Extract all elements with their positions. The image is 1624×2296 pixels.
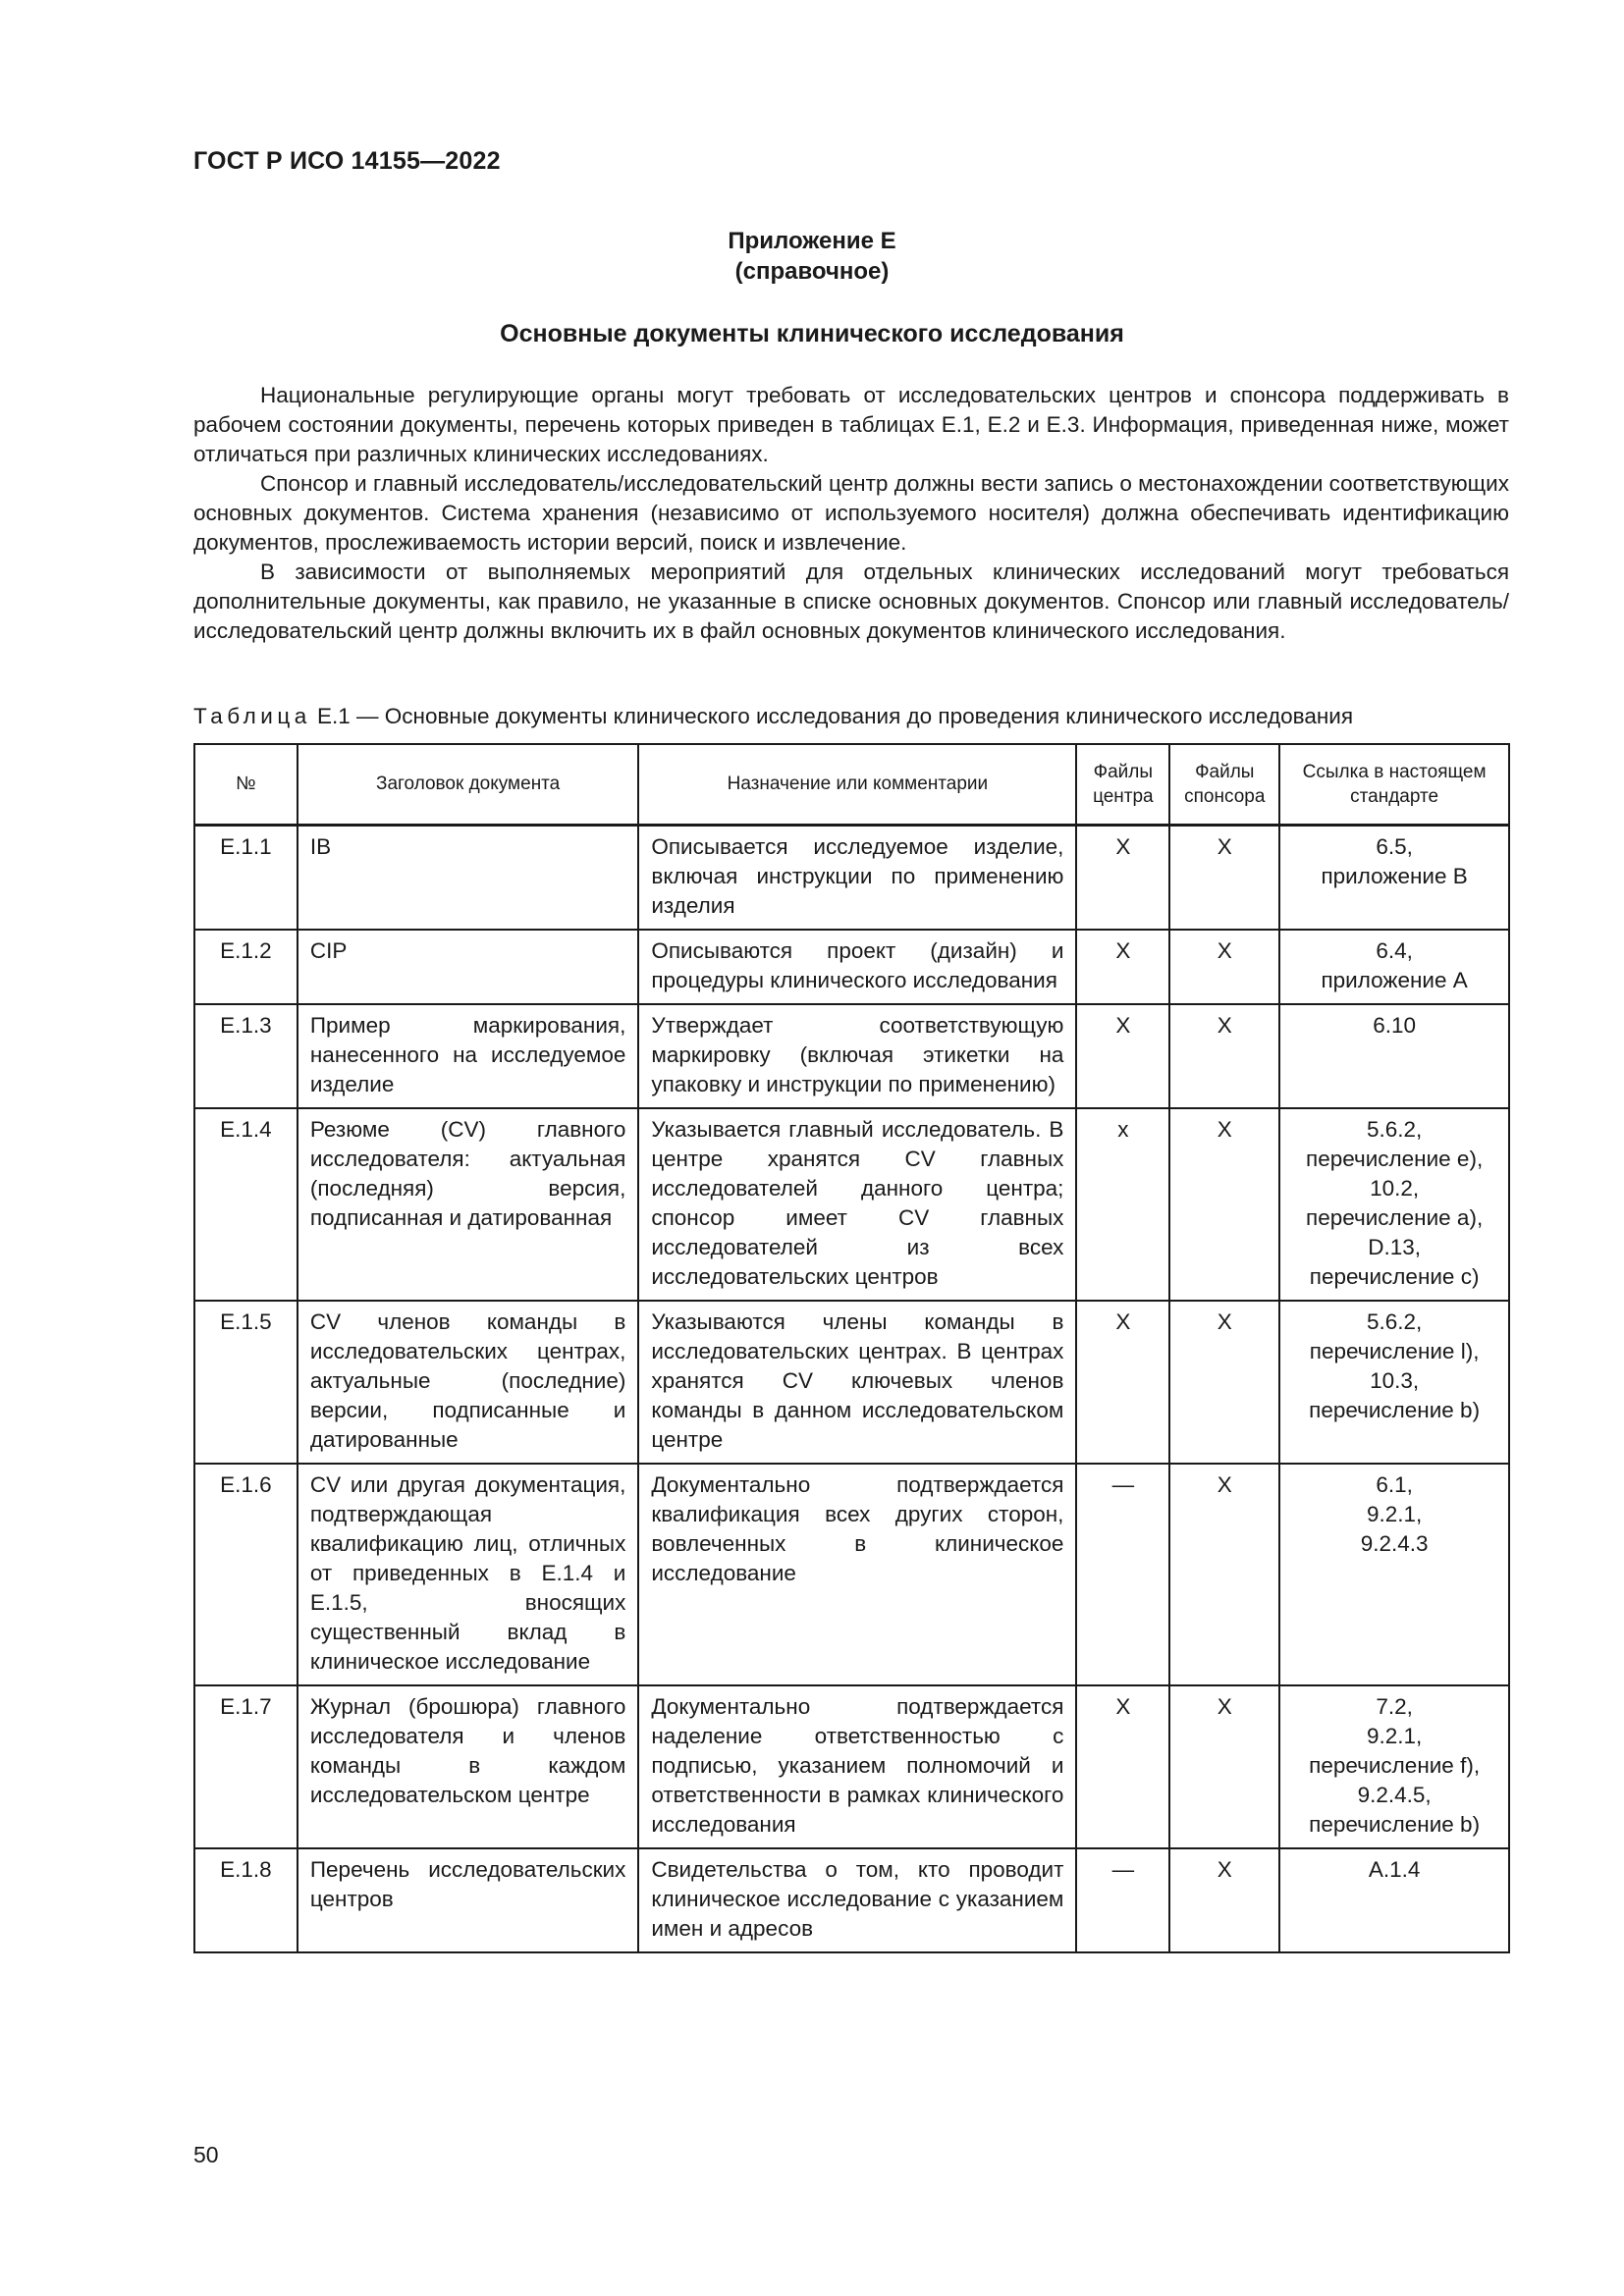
cell-purpose: Документально подтверждается наделение ответственностью с подписью, указанием полномочий и ответственности в рамках клинического исследования: [638, 1685, 1076, 1848]
header-title: Заголовок документа: [298, 744, 638, 825]
cell-site-files: X: [1076, 825, 1169, 930]
cell-reference: 6.10: [1279, 1004, 1509, 1108]
header-num: №: [194, 744, 298, 825]
cell-site-files: X: [1076, 930, 1169, 1004]
annex-subtitle: (справочное): [734, 258, 890, 285]
header-sponsor-files: Файлы спонсора: [1169, 744, 1279, 825]
table-row: [194, 825, 1509, 930]
cell-document-title: CV членов команды в исследовательских центрах, актуальные (последние) версии, подписанные и датированные: [298, 1301, 638, 1464]
cell-sponsor-files: X: [1169, 1004, 1279, 1108]
paragraph: Спонсор и главный исследователь/исследовательский центр должны вести запись о местонахождении соответствующих основных документов. Система хранения (независимо от используемого носителя) должна обеспечивать идентификацию документов, прослеживаемость истории версий, поиск и извлечение.: [193, 471, 1509, 555]
cell-reference: А.1.4: [1279, 1848, 1509, 1952]
table-row: [194, 1685, 1509, 1848]
cell-document-title: Резюме (CV) главного исследователя: актуальная (последняя) версия, подписанная и датированная: [298, 1108, 638, 1301]
cell-number: Е.1.4: [194, 1108, 298, 1301]
header-site-files: Файлы центра: [1076, 744, 1169, 825]
cell-document-title: IB: [298, 825, 638, 930]
header-reference: Ссылка в настоящем стандарте: [1279, 744, 1509, 825]
cell-reference: 6.1, 9.2.1, 9.2.4.3: [1279, 1464, 1509, 1685]
cell-sponsor-files: X: [1169, 1464, 1279, 1685]
cell-site-files: X: [1076, 1004, 1169, 1108]
section-title: Основные документы клинического исследования: [500, 320, 1124, 347]
paragraph: Национальные регулирующие органы могут требовать от исследовательских центров и спонсора поддерживать в рабочем состоянии документы, перечень которых приведен в таблицах Е.1, Е.2 и Е.3. Информация, приведенная ниже, может отличаться при различных клинических исследованиях.: [193, 383, 1509, 466]
cell-sponsor-files: X: [1169, 1848, 1279, 1952]
cell-document-title: Пример маркирования, нанесенного на исследуемое изделие: [298, 1004, 638, 1108]
essential-documents-table: [193, 743, 1510, 1953]
cell-number: Е.1.2: [194, 930, 298, 1004]
table-row: [194, 1301, 1509, 1464]
paragraph: В зависимости от выполняемых мероприятий для отдельных клинических исследований могут требоваться дополнительные документы, как правило, не указанные в списке основных документов. Спонсор или главный исследователь/исследовательский центр должны включить их в файл основных документов клинического исследования.: [193, 560, 1509, 643]
annex-title: Приложение Е: [728, 228, 896, 254]
table-row: [194, 930, 1509, 1004]
cell-sponsor-files: X: [1169, 825, 1279, 930]
table-row: [194, 1108, 1509, 1301]
page-number: 50: [193, 2142, 219, 2167]
table-row: [194, 1848, 1509, 1952]
table-caption-text: Е.1 — Основные документы клинического исследования до проведения клинического исследования: [317, 704, 1354, 728]
cell-document-title: CV или другая документация, подтверждающая квалификацию лиц, отличных от приведенных в Е.1.4 и Е.1.5, вносящих существенный вклад в клиническое исследование: [298, 1464, 638, 1685]
cell-site-files: X: [1076, 1685, 1169, 1848]
cell-reference: 5.6.2, перечисление е), 10.2, перечисление а), D.13, перечисление с): [1279, 1108, 1509, 1301]
cell-number: Е.1.5: [194, 1301, 298, 1464]
cell-site-files: —: [1076, 1464, 1169, 1685]
cell-purpose: Документально подтверждается квалификация всех других сторон, вовлеченных в клиническое исследование: [638, 1464, 1076, 1685]
table-caption: [193, 704, 1353, 729]
cell-sponsor-files: X: [1169, 930, 1279, 1004]
cell-purpose: Указываются члены команды в исследовательских центрах. В центрах хранятся CV ключевых членов команды в данном исследовательском центре: [638, 1301, 1076, 1464]
table-row: [194, 1464, 1509, 1685]
document-header: ГОСТ Р ИСО 14155—2022: [193, 147, 501, 175]
cell-reference: 5.6.2, перечисление l), 10.3, перечисление b): [1279, 1301, 1509, 1464]
cell-sponsor-files: X: [1169, 1108, 1279, 1301]
cell-reference: 6.5, приложение В: [1279, 825, 1509, 930]
cell-reference: 6.4, приложение А: [1279, 930, 1509, 1004]
cell-document-title: CIP: [298, 930, 638, 1004]
cell-document-title: Журнал (брошюра) главного исследователя и членов команды в каждом исследовательском центре: [298, 1685, 638, 1848]
cell-site-files: x: [1076, 1108, 1169, 1301]
cell-document-title: Перечень исследовательских центров: [298, 1848, 638, 1952]
header-purpose: Назначение или комментарии: [638, 744, 1076, 825]
intro-text: [193, 381, 1509, 646]
cell-purpose: Свидетельства о том, кто проводит клиническое исследование с указанием имен и адресов: [638, 1848, 1076, 1952]
table-header-row: [194, 744, 1509, 825]
cell-purpose: Утверждает соответствующую маркировку (включая этикетки на упаковку и инструкции по применению): [638, 1004, 1076, 1108]
cell-number: Е.1.8: [194, 1848, 298, 1952]
cell-sponsor-files: X: [1169, 1685, 1279, 1848]
cell-purpose: Описываются проект (дизайн) и процедуры клинического исследования: [638, 930, 1076, 1004]
cell-site-files: —: [1076, 1848, 1169, 1952]
table-row: [194, 1004, 1509, 1108]
cell-number: Е.1.7: [194, 1685, 298, 1848]
cell-number: Е.1.3: [194, 1004, 298, 1108]
cell-purpose: Описывается исследуемое изделие, включая инструкции по применению изделия: [638, 825, 1076, 930]
cell-purpose: Указывается главный исследователь. В центре хранятся CV главных исследователей данного центра; спонсор имеет CV главных исследователей из всех исследовательских центров: [638, 1108, 1076, 1301]
table-caption-prefix: Таблица: [193, 704, 311, 728]
cell-sponsor-files: X: [1169, 1301, 1279, 1464]
cell-reference: 7.2, 9.2.1, перечисление f), 9.2.4.5, перечисление b): [1279, 1685, 1509, 1848]
cell-number: Е.1.6: [194, 1464, 298, 1685]
cell-site-files: X: [1076, 1301, 1169, 1464]
cell-number: Е.1.1: [194, 825, 298, 930]
